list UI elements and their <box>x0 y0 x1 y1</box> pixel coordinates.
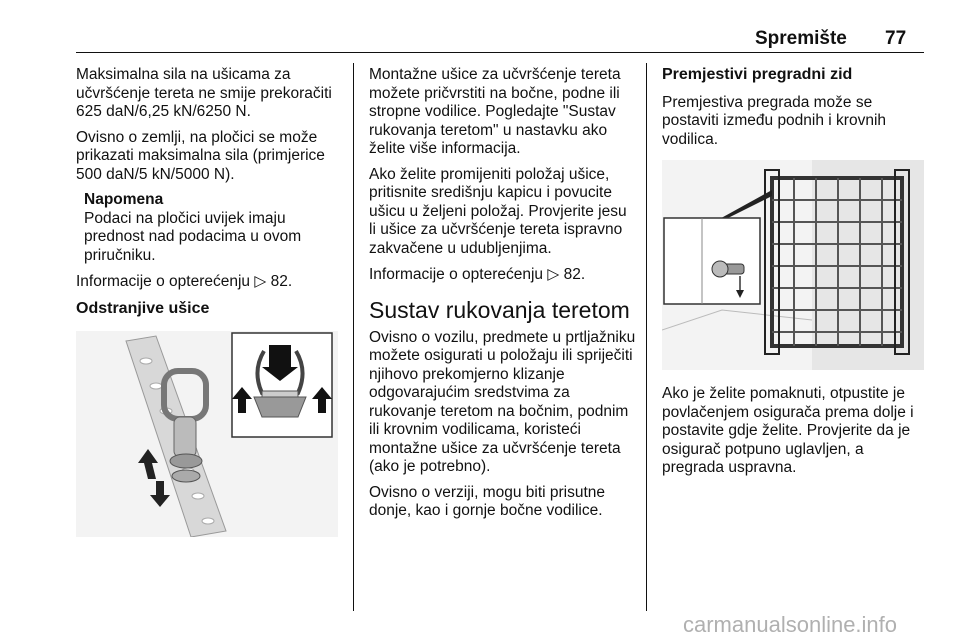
column-3 <box>662 66 924 156</box>
paragraph-max-force: Maksimalna sila na ušicama za učvršćenje tereta ne smije prekoračiti 625 daN/6,25 kN/6250 N. <box>76 66 332 120</box>
load-info-text-2: Informacije o opterećenju <box>369 266 544 283</box>
load-info-page: 82. <box>270 273 293 290</box>
note-text: Podaci na pločici uvijek imaju prednost nad podacima u ovom priručniku. <box>84 209 302 264</box>
paragraph-mounting-eyes: Montažne ušice za učvršćenje tereta možete pričvrstiti na bočne, podne ili stropne vodilice. Pogledajte "Sustav rukovanja teretom" u nastavku ako želite više informacija. <box>369 66 621 157</box>
section-heading-movable-partition: Premjestivi pregradni zid <box>662 66 853 83</box>
partition-net-illustration <box>662 160 924 370</box>
note-box <box>76 191 344 265</box>
paragraph-side-rails: Ovisno o verziji, mogu biti prisutne donje, kao i gornje bočne vodilice. <box>369 483 606 519</box>
running-header-title: Spremište <box>755 28 847 49</box>
section-heading-removable-eyes: Odstranjive ušice <box>76 299 210 317</box>
right-triangle-outline-icon: ▷ <box>254 272 267 290</box>
note-title: Napomena <box>84 191 164 208</box>
page-number: 77 <box>885 28 907 49</box>
paragraph-move-partition: Ako je želite pomaknuti, otpustite je povlačenjem osigurača prema dolje i postavite gdje želite. Provjerite da je osigurač potpuno uglavljen, a pregrada uspravna. <box>662 385 914 476</box>
load-info-page-2: 82. <box>563 266 586 283</box>
column-divider-1 <box>353 63 354 611</box>
column-divider-2 <box>646 63 647 611</box>
column-3-continued <box>662 385 924 485</box>
header-divider <box>76 52 924 53</box>
watermark: carmanualsonline.info <box>683 612 898 637</box>
paragraph-country-plate: Ovisno o zemlji, na pločici se može prikazati maksimalna sila (primjerice 500 daN/5 kN/5000 N). <box>76 128 325 183</box>
load-info-reference-2[interactable] <box>369 265 637 285</box>
paragraph-change-position: Ako želite promijeniti položaj ušice, pritisnite središnju kapicu i povucite ušicu u željeni položaj. Provjerite jesu li ušice za učvršćenje tereta ispravno zakvačene u udubljenjima. <box>369 165 627 257</box>
section-heading-cargo-management: Sustav rukovanja teretom <box>369 296 630 323</box>
right-triangle-outline-icon: ▷ <box>547 265 560 283</box>
column-2 <box>369 66 637 528</box>
paragraph-partition-position: Premjestiva pregrada može se postaviti između podnih i krovnih vodilica. <box>662 93 887 148</box>
load-info-reference[interactable] <box>76 272 344 292</box>
paragraph-cargo-system: Ovisno o vozilu, predmete u prtljažniku možete osigurati u položaju ili spriječiti njihovo prekomjerno klizanje odgovarajućim sredstvima za rukovanje teretom na bočnim, podnim ili krovnim vodilicama, koristeći montažne ušice za učvršćenje tereta (ako je potrebno). <box>369 328 636 475</box>
removable-eye-illustration <box>76 331 338 537</box>
column-1 <box>76 66 344 330</box>
load-info-text: Informacije o opterećenju <box>76 273 251 290</box>
